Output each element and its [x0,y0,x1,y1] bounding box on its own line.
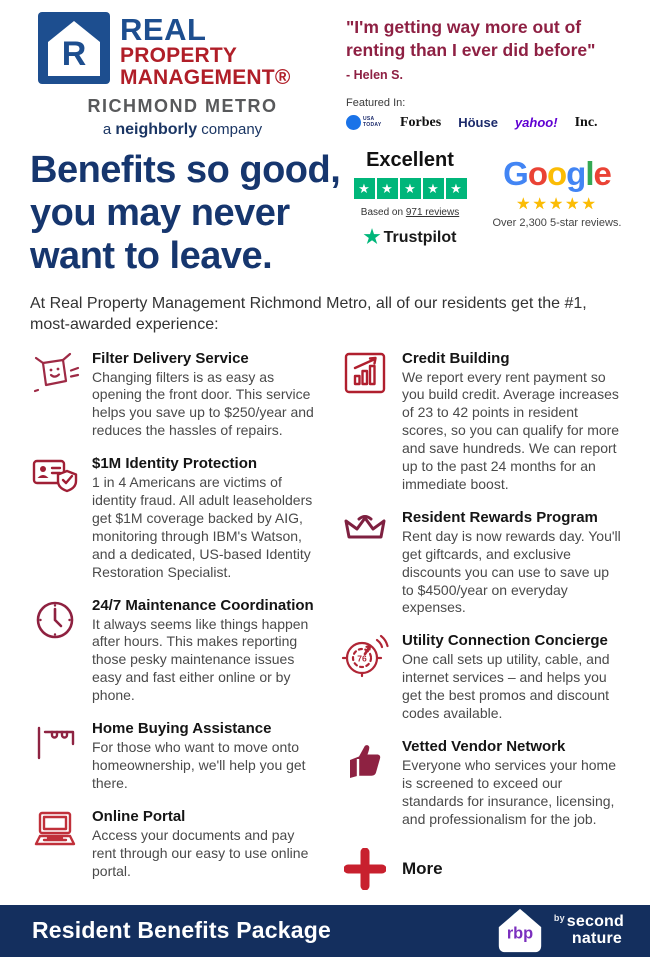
benefit-identity-protection [28,455,314,581]
utility-dial-icon [338,632,392,723]
trustpilot-stars [344,178,476,199]
benefit-body: 1 in 4 Americans are victims of identity fraud. All adult leaseholders get $1M coverage backed by AIG, monitoring through IBM's Watson, and a dedicated, US-based Identity Restoration Specialist. [92,474,313,580]
trustpilot-rating-block [344,149,476,248]
google-rating-block [486,149,628,229]
trustpilot-heading: Excellent [366,149,454,172]
identity-protection-icon [28,455,82,581]
benefit-body: It always seems like things happen after hours. This makes reporting those pesky maintenance issues easy and fast either online or by phone. [92,615,309,704]
tagline-neighborly: neighborly [115,121,198,139]
thumbs-up-icon [338,738,392,829]
brand-wordmark [120,12,291,89]
benefit-title: Filter Delivery Service [92,349,249,367]
benefit-body: Rent day is now rewards day. You'll get giftcards, and exclusive discounts you can use to save up to $4500/year on everyday expenses. [402,527,621,616]
brand-line-property: PROPERTY [120,44,238,67]
credit-building-chart-icon [338,350,392,494]
benefit-title: More [402,858,443,878]
reviews-link[interactable]: 971 reviews [405,207,460,219]
benefit-utility-concierge [338,632,624,723]
benefit-online-portal [28,808,314,881]
page-title: Benefits so good, you may never want to leave. [30,149,341,277]
usa-today-logo: USA TODAY [346,115,383,130]
testimonial-attribution: - Helen S. [346,67,403,82]
benefit-title: Home Buying Assistance [92,720,272,738]
svg-text:rbp: rbp [506,924,534,943]
benefits-column-right [338,350,624,905]
tagline-a: a [102,121,112,139]
google-review-count: Over 2,300 5-star reviews. [492,217,622,230]
benefit-title: Resident Rewards Program [402,508,598,526]
inc-logo: Inc. [574,114,598,130]
google-logo: Google [503,155,611,193]
testimonial-block [346,12,628,139]
header [0,0,650,139]
trustpilot-star-icon [354,178,375,199]
benefit-body: Changing filters is as easy as opening the front door. This service helps you save up to $250/year and reduces the hassles of repairs. [92,368,314,439]
benefit-body: Everyone who services your home is screened to exceed our standards for insurance, licensing, and professionalism for the job. [402,757,616,827]
featured-in-label: Featured In: [346,96,406,109]
benefit-maintenance [28,597,314,706]
home-buying-sign-icon [28,720,82,793]
filter-delivery-icon [28,350,82,441]
rewards-crown-icon [338,509,392,618]
benefit-title: 24/7 Maintenance Coordination [92,596,314,614]
intro-text: At Real Property Management Richmond Metro, all of our residents get the #1, most-awarded experience: [30,294,587,333]
trustpilot-logo: ★ Trustpilot [344,228,476,248]
benefits-grid [0,336,650,905]
hero-section [0,139,650,278]
footer-bar [0,905,650,957]
benefit-filter-delivery [28,350,314,441]
trustpilot-star-icon [400,178,421,199]
trustpilot-review-count: Based on 971 reviews [360,207,460,219]
brand-region: RICHMOND METRO [87,96,278,117]
svg-text:76: 76 [357,653,367,664]
benefit-title: Vetted Vendor Network [402,738,566,755]
maintenance-clock-icon [28,597,82,706]
benefits-column-left [28,350,314,905]
benefit-vendor-network [338,738,624,829]
brand-block [30,12,335,139]
benefit-title: $1M Identity Protection [92,455,258,473]
second-nature-wordmark: $^{by}$ second nature [553,913,624,948]
plus-icon [338,848,392,890]
house-logo: Höuse [458,115,498,130]
svg-text:R: R [61,35,87,73]
google-stars-icon: ★★★★★ [516,196,598,214]
benefit-title: Online Portal [92,807,186,825]
benefit-title: Utility Connection Concierge [402,632,608,650]
benefit-home-buying [28,720,314,793]
brand-line-real: REAL [120,12,207,47]
rpm-logo-icon [38,12,110,89]
benefit-body: We report every rent payment so you build credit. Average increases of 23 to 42 points in resident scores, so you can qualify for more and save hundreds. We can report up to the past 24 months for an immediate boost. [402,368,620,492]
brand-tagline [30,121,335,139]
benefit-credit-building [338,350,624,494]
benefit-more [338,848,624,890]
forbes-logo: Forbes [400,114,442,130]
trustpilot-star-icon [377,178,398,199]
trustpilot-star-icon [446,178,467,199]
benefit-rewards [338,509,624,618]
benefit-body: Access your documents and pay rent through our easy to use online portal. [92,826,309,879]
online-portal-laptop-icon [28,808,82,881]
ratings-section [344,147,628,278]
rbp-brand-block [494,905,624,957]
benefit-body: For those who want to move onto homeownership, we'll help you get there. [92,739,306,791]
footer-title: Resident Benefits Package [32,917,332,944]
featured-logos-row [346,115,628,131]
benefit-title: Credit Building [402,349,510,367]
yahoo-logo: yahoo! [514,115,558,130]
brand-line-management: MANAGEMENT® [120,66,291,90]
trustpilot-star-icon [423,178,444,199]
testimonial-quote: "I'm getting way more out of renting than I ever did before" [346,17,596,60]
tagline-company: company [201,121,263,139]
usa-today-circle-icon [346,115,361,130]
benefit-body: One call sets up utility, cable, and internet services – and helps you get the best promos and discount codes available. [402,651,610,722]
trustpilot-star-glyph-icon [364,228,381,248]
rbp-logo-icon [494,905,546,957]
